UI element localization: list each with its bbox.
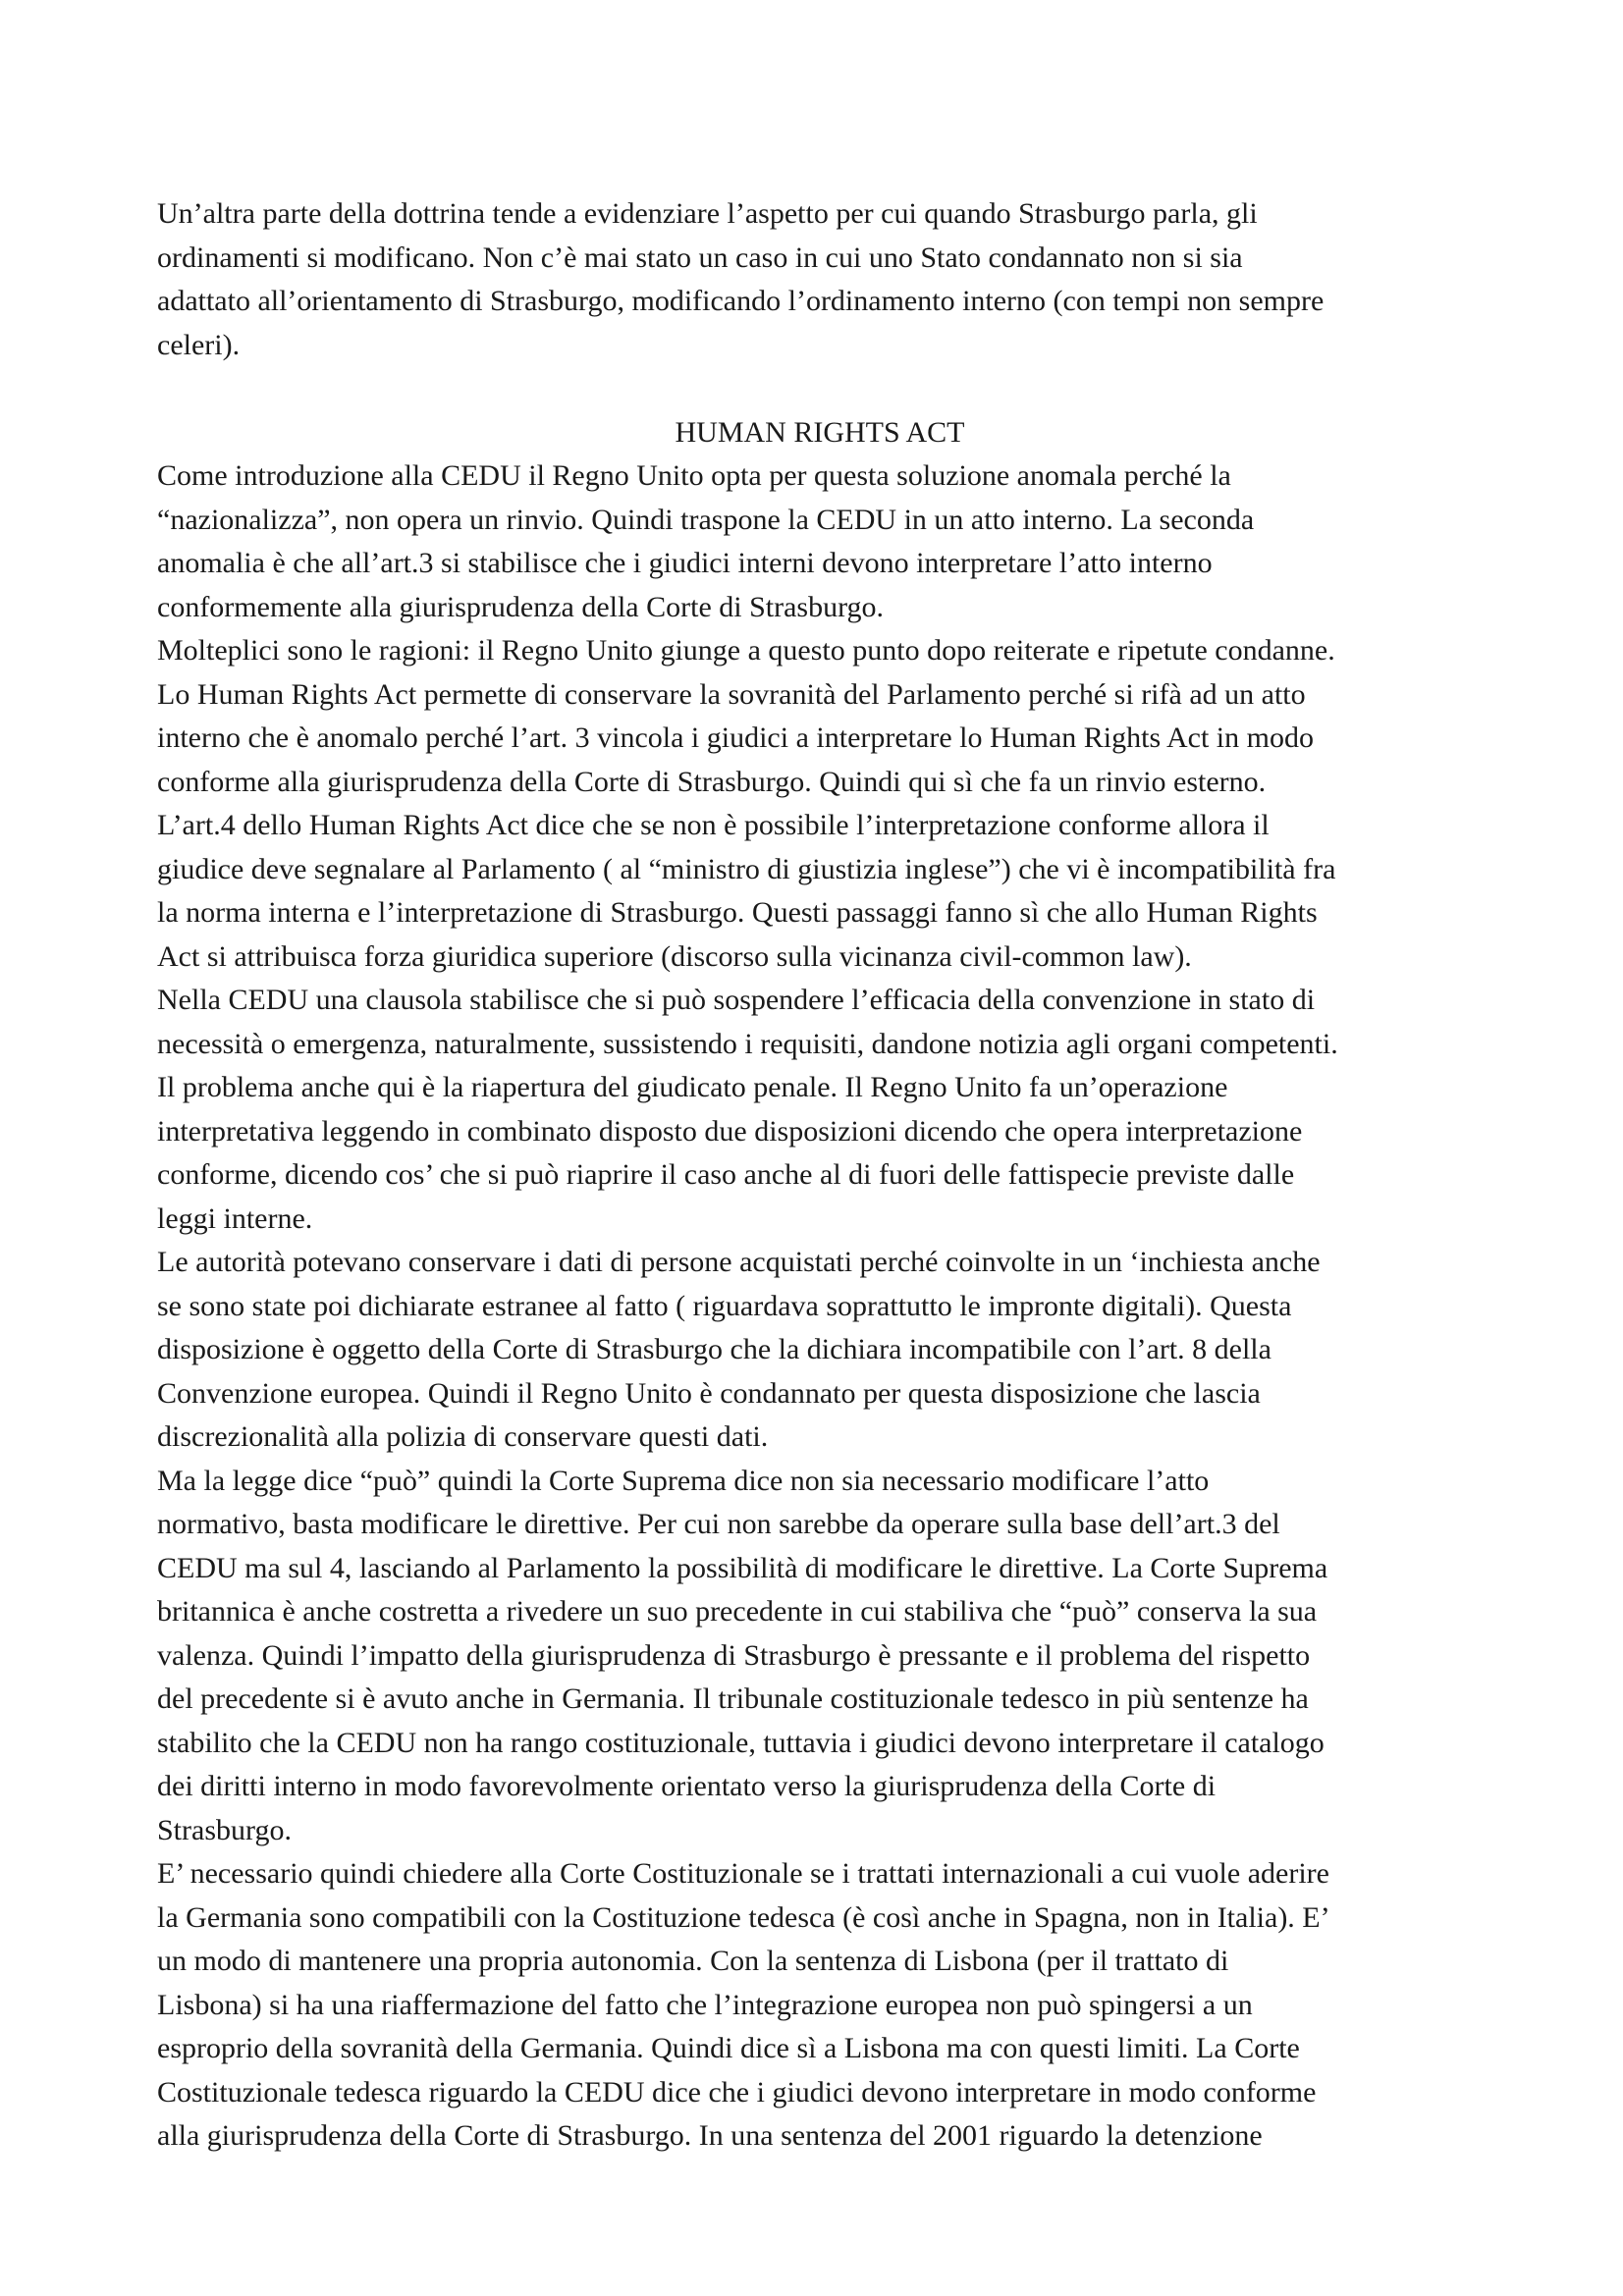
text-line: stabilito che la CEDU non ha rango costituzionale, tuttavia i giudici devono interpretare il catalogo <box>157 1726 1325 1759</box>
text-line: Un’altra parte della dottrina tende a evidenziare l’aspetto per cui quando Strasburgo parla, gli <box>157 197 1258 230</box>
text-line: celeri). <box>157 328 241 361</box>
text-line: Molteplici sono le ragioni: il Regno Unito giunge a questo punto dopo reiterate e ripetute condanne. <box>157 634 1335 667</box>
text-line: disposizione è oggetto della Corte di Strasburgo che la dichiara incompatibile con l’art. 8 della <box>157 1333 1271 1365</box>
text-line: E’ necessario quindi chiedere alla Corte Costituzionale se i trattati internazionali a cui vuole aderire <box>157 1857 1329 1890</box>
text-line: necessità o emergenza, naturalmente, sussistendo i requisiti, dandone notizia agli organi competenti. <box>157 1027 1338 1060</box>
text-line: Il problema anche qui è la riapertura del giudicato penale. Il Regno Unito fa un’operazione <box>157 1071 1228 1103</box>
text-line: normativo, basta modificare le direttive. Per cui non sarebbe da operare sulla base dell’art.3 del <box>157 1508 1280 1540</box>
blank-line <box>157 367 1483 411</box>
text-line: Nella CEDU una clausola stabilisce che si può sospendere l’efficacia della convenzione in stato di <box>157 984 1316 1016</box>
text-line: alla giurisprudenza della Corte di Strasburgo. In una sentenza del 2001 riguardo la detenzione <box>157 2119 1263 2152</box>
text-line: ordinamenti si modificano. Non c’è mai stato un caso in cui uno Stato condannato non si sia <box>157 240 1243 274</box>
intro-paragraph <box>157 192 1483 367</box>
text-line: interno che è anomalo perché l’art. 3 vincola i giudici a interpretare lo Human Rights Act in modo <box>157 721 1314 754</box>
text-line: anomalia è che all’art.3 si stabilisce che i giudici interni devono interpretare l’atto interno <box>157 547 1213 579</box>
text-line: interpretativa leggendo in combinato disposto due disposizioni dicendo che opera interpretazione <box>157 1114 1303 1148</box>
text-line: Act si attribuisca forza giuridica superiore (discorso sulla vicinanza civil-common law). <box>157 939 1192 973</box>
text-line: esproprio della sovranità della Germania. Quindi dice sì a Lisbona ma con questi limiti. La Corte <box>157 2032 1300 2064</box>
text-line: Convenzione europea. Quindi il Regno Unito è condannato per questa disposizione che lascia <box>157 1376 1261 1410</box>
text-line: Le autorità potevano conservare i dati di persone acquistati perché coinvolte in un ‘inchiesta anche <box>157 1246 1321 1278</box>
text-line: dei diritti interno in modo favorevolmente orientato verso la giurisprudenza della Corte di <box>157 1770 1217 1802</box>
text-line: del precedente si è avuto anche in Germania. Il tribunale costituzionale tedesco in più sentenze ha <box>157 1682 1309 1715</box>
text-line: la norma interna e l’interpretazione di Strasburgo. Questi passaggi fanno sì che allo Human Rights <box>157 896 1318 929</box>
text-line: Strasburgo. <box>157 1813 292 1846</box>
text-line: Ma la legge dice “può” quindi la Corte Suprema dice non sia necessario modificare l’atto <box>157 1464 1210 1497</box>
text-line: conforme, dicendo cos’ che si può riaprire il caso anche al di fuori delle fattispecie previste dalle <box>157 1158 1295 1191</box>
text-line: Come introduzione alla CEDU il Regno Unito opta per questa soluzione anomala perché la <box>157 459 1231 492</box>
text-line: CEDU ma sul 4, lasciando al Parlamento la possibilità di modificare le direttive. La Corte Suprema <box>157 1551 1328 1584</box>
text-line: discrezionalità alla polizia di conservare questi dati. <box>157 1420 769 1453</box>
body-text <box>157 454 1483 2159</box>
text-line: L’art.4 dello Human Rights Act dice che se non è possibile l’interpretazione conforme allora il <box>157 809 1270 841</box>
section-title: HUMAN RIGHTS ACT <box>675 415 965 449</box>
text-line: Costituzionale tedesca riguardo la CEDU dice che i giudici devono interpretare in modo conforme <box>157 2075 1317 2109</box>
text-line: un modo di mantenere una propria autonomia. Con la sentenza di Lisbona (per il trattato di <box>157 1945 1229 1977</box>
text-line: adattato all’orientamento di Strasburgo, modificando l’ordinamento interno (con tempi non sempre <box>157 285 1325 317</box>
text-line: “nazionalizza”, non opera un rinvio. Quindi traspone la CEDU in un atto interno. La seconda <box>157 503 1255 536</box>
text-line: giudice deve segnalare al Parlamento ( al “ministro di giustizia inglese”) che vi è incompatibilità fra <box>157 852 1336 885</box>
text-line: conforme alla giurisprudenza della Corte di Strasburgo. Quindi qui sì che fa un rinvio esterno. <box>157 765 1267 798</box>
text-line: se sono state poi dichiarate estranee al fatto ( riguardava soprattutto le impronte digitali). Questa <box>157 1289 1292 1322</box>
text-line: Lo Human Rights Act permette di conservare la sovranità del Parlamento perché si rifà ad un atto <box>157 677 1306 711</box>
text-line: conformemente alla giurisprudenza della Corte di Strasburgo. <box>157 590 885 623</box>
text-line: Lisbona) si ha una riaffermazione del fatto che l’integrazione europea non può spingersi a un <box>157 1988 1253 2021</box>
text-line: leggi interne. <box>157 1201 313 1235</box>
text-line: valenza. Quindi l’impatto della giurisprudenza di Strasburgo è pressante e il problema del rispetto <box>157 1638 1311 1672</box>
text-line: britannica è anche costretta a rivedere un suo precedente in cui stabiliva che “può” conserva la sua <box>157 1595 1318 1628</box>
document-page <box>157 192 1483 2159</box>
text-line: la Germania sono compatibili con la Costituzione tedesca (è così anche in Spagna, non in Italia). E’ <box>157 1900 1330 1934</box>
